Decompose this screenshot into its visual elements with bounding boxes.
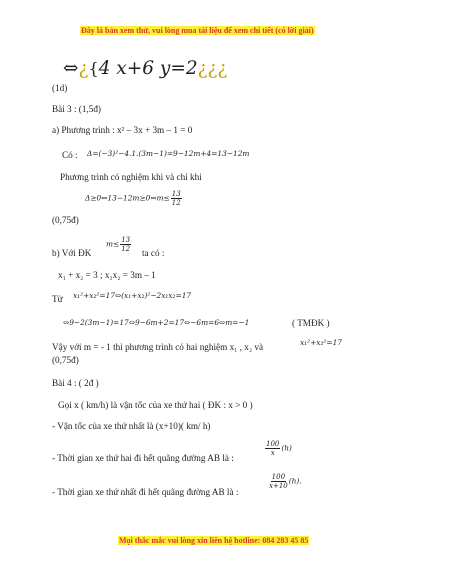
- dk-numerator: 13: [121, 236, 131, 244]
- equation-text: 4 x+6 y=2: [98, 58, 198, 79]
- conclusion-expression: x₁²+x₂²=17: [300, 338, 342, 347]
- dk-fraction: [120, 236, 131, 253]
- dk-denominator: 12: [121, 245, 131, 253]
- time1-denominator: x+10: [269, 482, 288, 490]
- time-first-vehicle-text: - Thời gian xe thứ nhất đi hết quãng đường AB là :: [52, 487, 239, 497]
- fraction-denominator: 12: [171, 199, 181, 207]
- dk-text: m≤: [106, 239, 120, 249]
- condition-expression: [85, 190, 183, 207]
- time1-fraction: [269, 473, 288, 490]
- fraction-13-12: [171, 190, 182, 207]
- score-075-a: (0,75đ): [52, 215, 79, 225]
- ta-co-label: ta có :: [142, 248, 165, 258]
- part-b-label: b) Với ĐK: [52, 248, 92, 258]
- fraction-numerator: 13: [171, 190, 181, 198]
- preview-notice-banner: Đây là bản xem thử, vui lòng mua tài liệu để xem chi tiết (có lời giải): [81, 26, 314, 35]
- time-second-vehicle-expression: [264, 440, 292, 457]
- bracket-glyph: {: [88, 59, 99, 78]
- score-075-b: (0,75đ): [52, 355, 79, 365]
- score-1d: (1d): [52, 83, 68, 93]
- tu-label: Từ: [52, 294, 63, 304]
- bai4-title: Bài 4 : ( 2đ ): [52, 378, 99, 388]
- time2-numerator: 100: [266, 440, 280, 448]
- equiv-symbol: ⇔: [63, 58, 79, 79]
- tmdk-note: ( TMĐK ): [292, 318, 330, 328]
- solve-expression: ⇔9−2(3m−1)=17⇔9−6m+2=17⇔−6m=6⇔m=−1: [63, 318, 250, 327]
- glyph-placeholder-tail: ¿¿¿: [197, 58, 228, 79]
- dk-expression: [106, 236, 132, 253]
- time1-numerator: 100: [271, 473, 286, 481]
- root-condition-text: Phương trình có nghiệm khi và chỉ khi: [60, 172, 202, 182]
- vieta-relations: x₁ + x₂ = 3 ; x₁x₂ = 3m – 1: [58, 270, 156, 280]
- condition-text: Δ≥0⇔13−12m≥0⇔m≤: [85, 193, 170, 203]
- bai3-title: Bài 3 : (1,5đ): [52, 104, 101, 114]
- conclusion-text: Vậy với m = - 1 thì phương trình có hai nghiệm x₁ , x₂ và: [52, 342, 264, 352]
- time-second-vehicle-text: - Thời gian xe thứ hai đi hết quãng đường AB là :: [52, 453, 234, 463]
- part-a-equation: a) Phương trình : x² – 3x + 3m – 1 = 0: [52, 125, 193, 135]
- variable-definition: Gọi x ( km/h) là vận tốc của xe thứ hai ( ĐK : x > 0 ): [58, 400, 253, 410]
- sum-squares-expression: x₁²+x₂²=17⇔(x₁+x₂)²−2x₁x₂=17: [73, 291, 192, 300]
- hotline-banner: Mọi thắc mắc vui lòng xin liên hệ hotline: 084 283 45 85: [119, 536, 309, 545]
- time1-unit: (h).: [288, 476, 302, 486]
- time2-unit: (h): [281, 443, 292, 453]
- speed-first-vehicle: - Vận tốc của xe thứ nhất là (x+10)( km/ h): [52, 421, 211, 431]
- system-equation: [63, 58, 227, 79]
- discriminant-expression: Δ=(−3)²−4.1.(3m−1)=9−12m+4=13−12m: [87, 149, 250, 158]
- glyph-placeholder: ¿: [78, 58, 89, 79]
- co-label: Có :: [62, 150, 78, 160]
- time2-fraction: [265, 440, 280, 457]
- time-first-vehicle-expression: [268, 473, 302, 490]
- time2-denominator: x: [270, 449, 275, 457]
